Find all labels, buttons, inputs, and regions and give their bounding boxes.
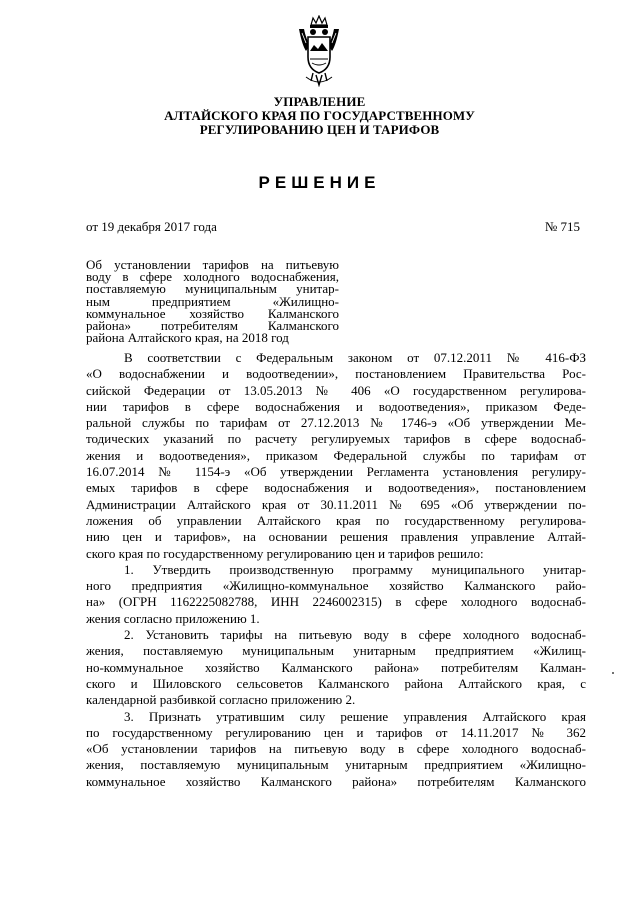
document-date: от 19 декабря 2017 года [86,219,217,234]
body-line: В соответствии с Федеральным законом от 07.12.2011 № 416-ФЗ [124,350,586,365]
body-line: тодических указаний по расчету регулируемых тарифов в сфере водоснаб- [86,431,586,447]
body-line: но-коммунальное хозяйство Калманского района» потребителям Калман- [86,659,586,675]
body-line: по государственному регулированию цен и тарифов от 14.11.2017 № 362 [86,724,586,740]
subject-line: Об установлении тарифов на питьевую [86,257,339,272]
document-body [86,350,586,790]
body-line: жения, поставляемую муниципальным унитарным предприятием «Жилищно- [86,757,586,773]
coat-of-arms-emblem [296,15,342,87]
body-line: 16.07.2014 № 1154-э «Об утверждении Регламента установления регулиру- [86,464,586,480]
body-line: жения и водоотведения», приказом Федеральной службы по тарифам от [86,447,586,463]
subject-line: ным предприятием «Жилищно- [86,293,339,309]
body-line: жения согласно приложению 1. [86,610,260,626]
body-line: ральной службы по тарифам от 27.12.2013 № 1746-э «Об утверждении Ме- [86,415,586,431]
body-line: на» (ОГРН 1162225082788, ИНН 2246002315) в сфере холодного водоснаб- [86,594,586,610]
subject-line: района» потребителям Калманского [86,318,339,334]
subject-line: поставляемую муниципальным унитар- [86,281,339,297]
body-line: ского края по государственному регулированию цен и тарифов решило: [86,545,484,561]
document-number: № 715 [544,219,580,234]
body-line: ложения об управлении Алтайского края по государственному регулирова- [86,512,586,528]
body-line: 2. Установить тарифы на питьевую воду в сфере холодного водоснаб- [124,627,586,643]
header-line: РЕГУЛИРОВАНИЮ ЦЕН И ТАРИФОВ [199,122,440,137]
header-line: УПРАВЛЕНИЕ [273,94,366,109]
subject-line: коммунальное хозяйство Калманского [86,305,339,321]
body-line: нии тарифов в сфере водоснабжения и водоотведения», приказом Феде- [86,398,586,414]
body-line: Администрации Алтайского края от 30.11.2011 № 695 «Об утверждении по- [86,496,586,512]
header-line: АЛТАЙСКОГО КРАЯ ПО ГОСУДАРСТВЕННОМУ [164,108,475,123]
document-title: РЕШЕНИЕ [258,173,381,192]
document-subject [86,259,339,344]
body-line: емых тарифов в сфере водоснабжения и водоотведения», постановлением [86,480,586,496]
body-line: 1. Утвердить производственную программу муниципального унитар- [124,561,586,577]
subject-line: воду в сфере холодного водоснабжения, [86,269,339,285]
body-line: жения, поставляемую муниципальным унитарным предприятием «Жилищ- [86,643,586,659]
subject-line: района Алтайского края, на 2018 год [86,330,289,346]
body-line: ского и Шиловского сельсоветов Калманского района Алтайского края, с [86,675,586,691]
body-line: «Об установлении тарифов на питьевую воду в сфере холодного водоснаб- [86,741,586,757]
body-line: коммунальное хозяйство Калманского района» потребителям Калманского [86,773,586,789]
body-line: сийской Федерации от 13.05.2013 № 406 «О государственном регулирова- [86,382,586,398]
issuing-authority-header [0,95,639,137]
body-line: календарной разбивкой согласно приложению 2. [86,692,356,708]
body-line: 3. Признать утратившим силу решение управления Алтайского края [124,708,586,724]
body-line: «О водоснабжении и водоотведении», постановлением Правительства Рос- [86,366,586,382]
body-line: ного предприятия «Жилищно-коммунальное хозяйство Калманского райо- [86,578,586,594]
body-line: нию цен и тарифов», на основании решения правления управление Алтай- [86,529,586,545]
stray-mark [612,672,614,674]
